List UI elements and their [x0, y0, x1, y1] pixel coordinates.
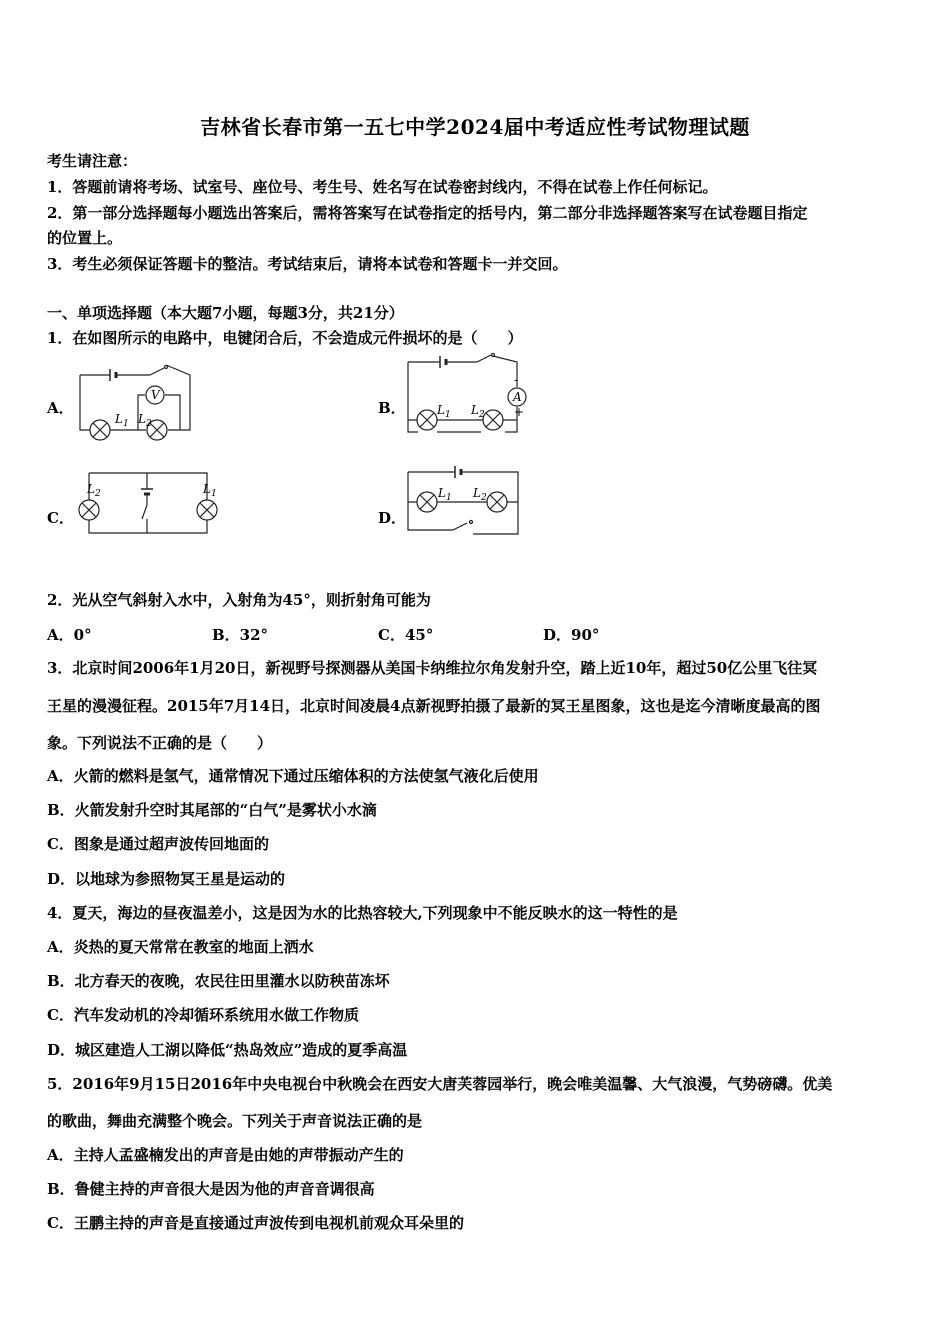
q1-option-c-label: C． — [47, 509, 74, 527]
notice-item-3: 3．考生必须保证答题卡的整洁。考试结束后，请将本试卷和答题卡一并交回。 — [47, 255, 568, 273]
q1-stem: 1．在如图所示的电路中，电键闭合后，不会造成元件损坏的是（ ） — [47, 329, 523, 347]
section-heading: 一、单项选择题（本大题7小题，每题3分，共21分） — [47, 304, 404, 322]
circuit-d-l1-label: $L_1$ — [438, 486, 452, 503]
ammeter-plus-label: + — [514, 405, 525, 419]
notice-item-2: 2．第一部分选择题每小题选出答案后，需将答案写在试卷指定的括号内，第二部分非选择题答案写在试卷题目指定 — [47, 204, 808, 222]
notice-item-1: 1．答题前请将考场、试室号、座位号、考生号、姓名写在试卷密封线内，不得在试卷上作任何标记。 — [47, 178, 718, 196]
q2-option-d: D．90° — [543, 626, 600, 644]
notice-heading: 考生请注意： — [47, 152, 138, 170]
circuit-c-l2-label: $L_2$ — [87, 482, 101, 499]
q4-option-b: B．北方春天的夜晚，农民往田里灌水以防秧苗冻坏 — [47, 972, 390, 990]
q5-option-b: B．鲁健主持的声音很大是因为他的声音音调很高 — [47, 1180, 375, 1198]
ammeter-minus-label: - — [514, 373, 519, 387]
q4-stem: 4．夏天，海边的昼夜温差小，这是因为水的比热容较大,下列现象中不能反映水的这一特性的是 — [47, 904, 678, 922]
circuit-b-l2-label: $L_2$ — [471, 403, 485, 420]
page-title: 吉林省长春市第一五七中学2024届中考适应性考试物理试题 — [200, 115, 750, 139]
q2-stem: 2．光从空气斜射入水中，入射角为45°，则折射角可能为 — [47, 591, 431, 609]
q2-options — [0, 624, 950, 644]
q3-option-a: A．火箭的燃料是氢气，通常情况下通过压缩体积的方法使氢气液化后使用 — [47, 767, 539, 785]
q2-option-b: B．32° — [212, 626, 269, 644]
q1-option-a-label: A． — [47, 399, 74, 417]
q5-option-a: A．主持人孟盛楠发出的声音是由她的声带振动产生的 — [47, 1146, 404, 1164]
ammeter-label: A — [513, 390, 522, 404]
q3-stem-line-2: 王星的漫漫征程。2015年7月14日，北京时间凌晨4点新视野拍摄了最新的冥王星图象，这也是迄今清晰度最高的图 — [47, 697, 821, 715]
q3-option-c: C．图象是通过超声波传回地面的 — [47, 835, 269, 853]
notice-item-2-cont: 的位置上。 — [47, 229, 123, 247]
q1-circuit-d — [405, 462, 525, 542]
q5-stem-line-1: 5．2016年9月15日2016年中央电视台中秋晚会在西安大唐芙蓉园举行，晚会唯美温馨、大气浪漫，气势磅礴。优美 — [47, 1075, 833, 1093]
q5-option-c: C．王鹏主持的声音是直接通过声波传到电视机前观众耳朵里的 — [47, 1214, 464, 1232]
q1-option-d-label: D． — [378, 509, 407, 527]
q3-stem-line-1: 3．北京时间2006年1月20日，新视野号探测器从美国卡纳维拉尔角发射升空，踏上近10年，超过50亿公里飞往冥 — [47, 659, 818, 677]
q5-stem-line-2: 的歌曲，舞曲充满整个晚会。下列关于声音说法正确的是 — [47, 1112, 423, 1130]
q1-circuit-b — [405, 350, 535, 440]
circuit-a-l1-label: $L_1$ — [115, 412, 129, 429]
q3-option-b: B．火箭发射升空时其尾部的“白气”是雾状小水滴 — [47, 801, 377, 819]
q2-option-a: A．0° — [47, 626, 92, 644]
q4-option-d: D．城区建造人工湖以降低“热岛效应”造成的夏季高温 — [47, 1041, 408, 1059]
circuit-a-l2-label: $L_2$ — [138, 412, 152, 429]
q4-option-c: C．汽车发动机的冷却循环系统用水做工作物质 — [47, 1006, 359, 1024]
q3-option-d: D．以地球为参照物冥王星是运动的 — [47, 870, 286, 888]
circuit-c-l1-label: $L_1$ — [203, 482, 217, 499]
q1-option-b-label: B． — [378, 399, 406, 417]
q3-stem-line-3: 象。下列说法不正确的是（ ） — [47, 734, 273, 752]
q1-circuit-a — [70, 355, 200, 445]
voltmeter-label: V — [151, 388, 160, 402]
q2-option-c: C．45° — [378, 626, 434, 644]
circuit-d-l2-label: $L_2$ — [473, 486, 487, 503]
q1-circuit-c — [75, 465, 220, 545]
circuit-b-l1-label: $L_1$ — [437, 403, 451, 420]
q4-option-a: A．炎热的夏天常常在教室的地面上洒水 — [47, 938, 314, 956]
